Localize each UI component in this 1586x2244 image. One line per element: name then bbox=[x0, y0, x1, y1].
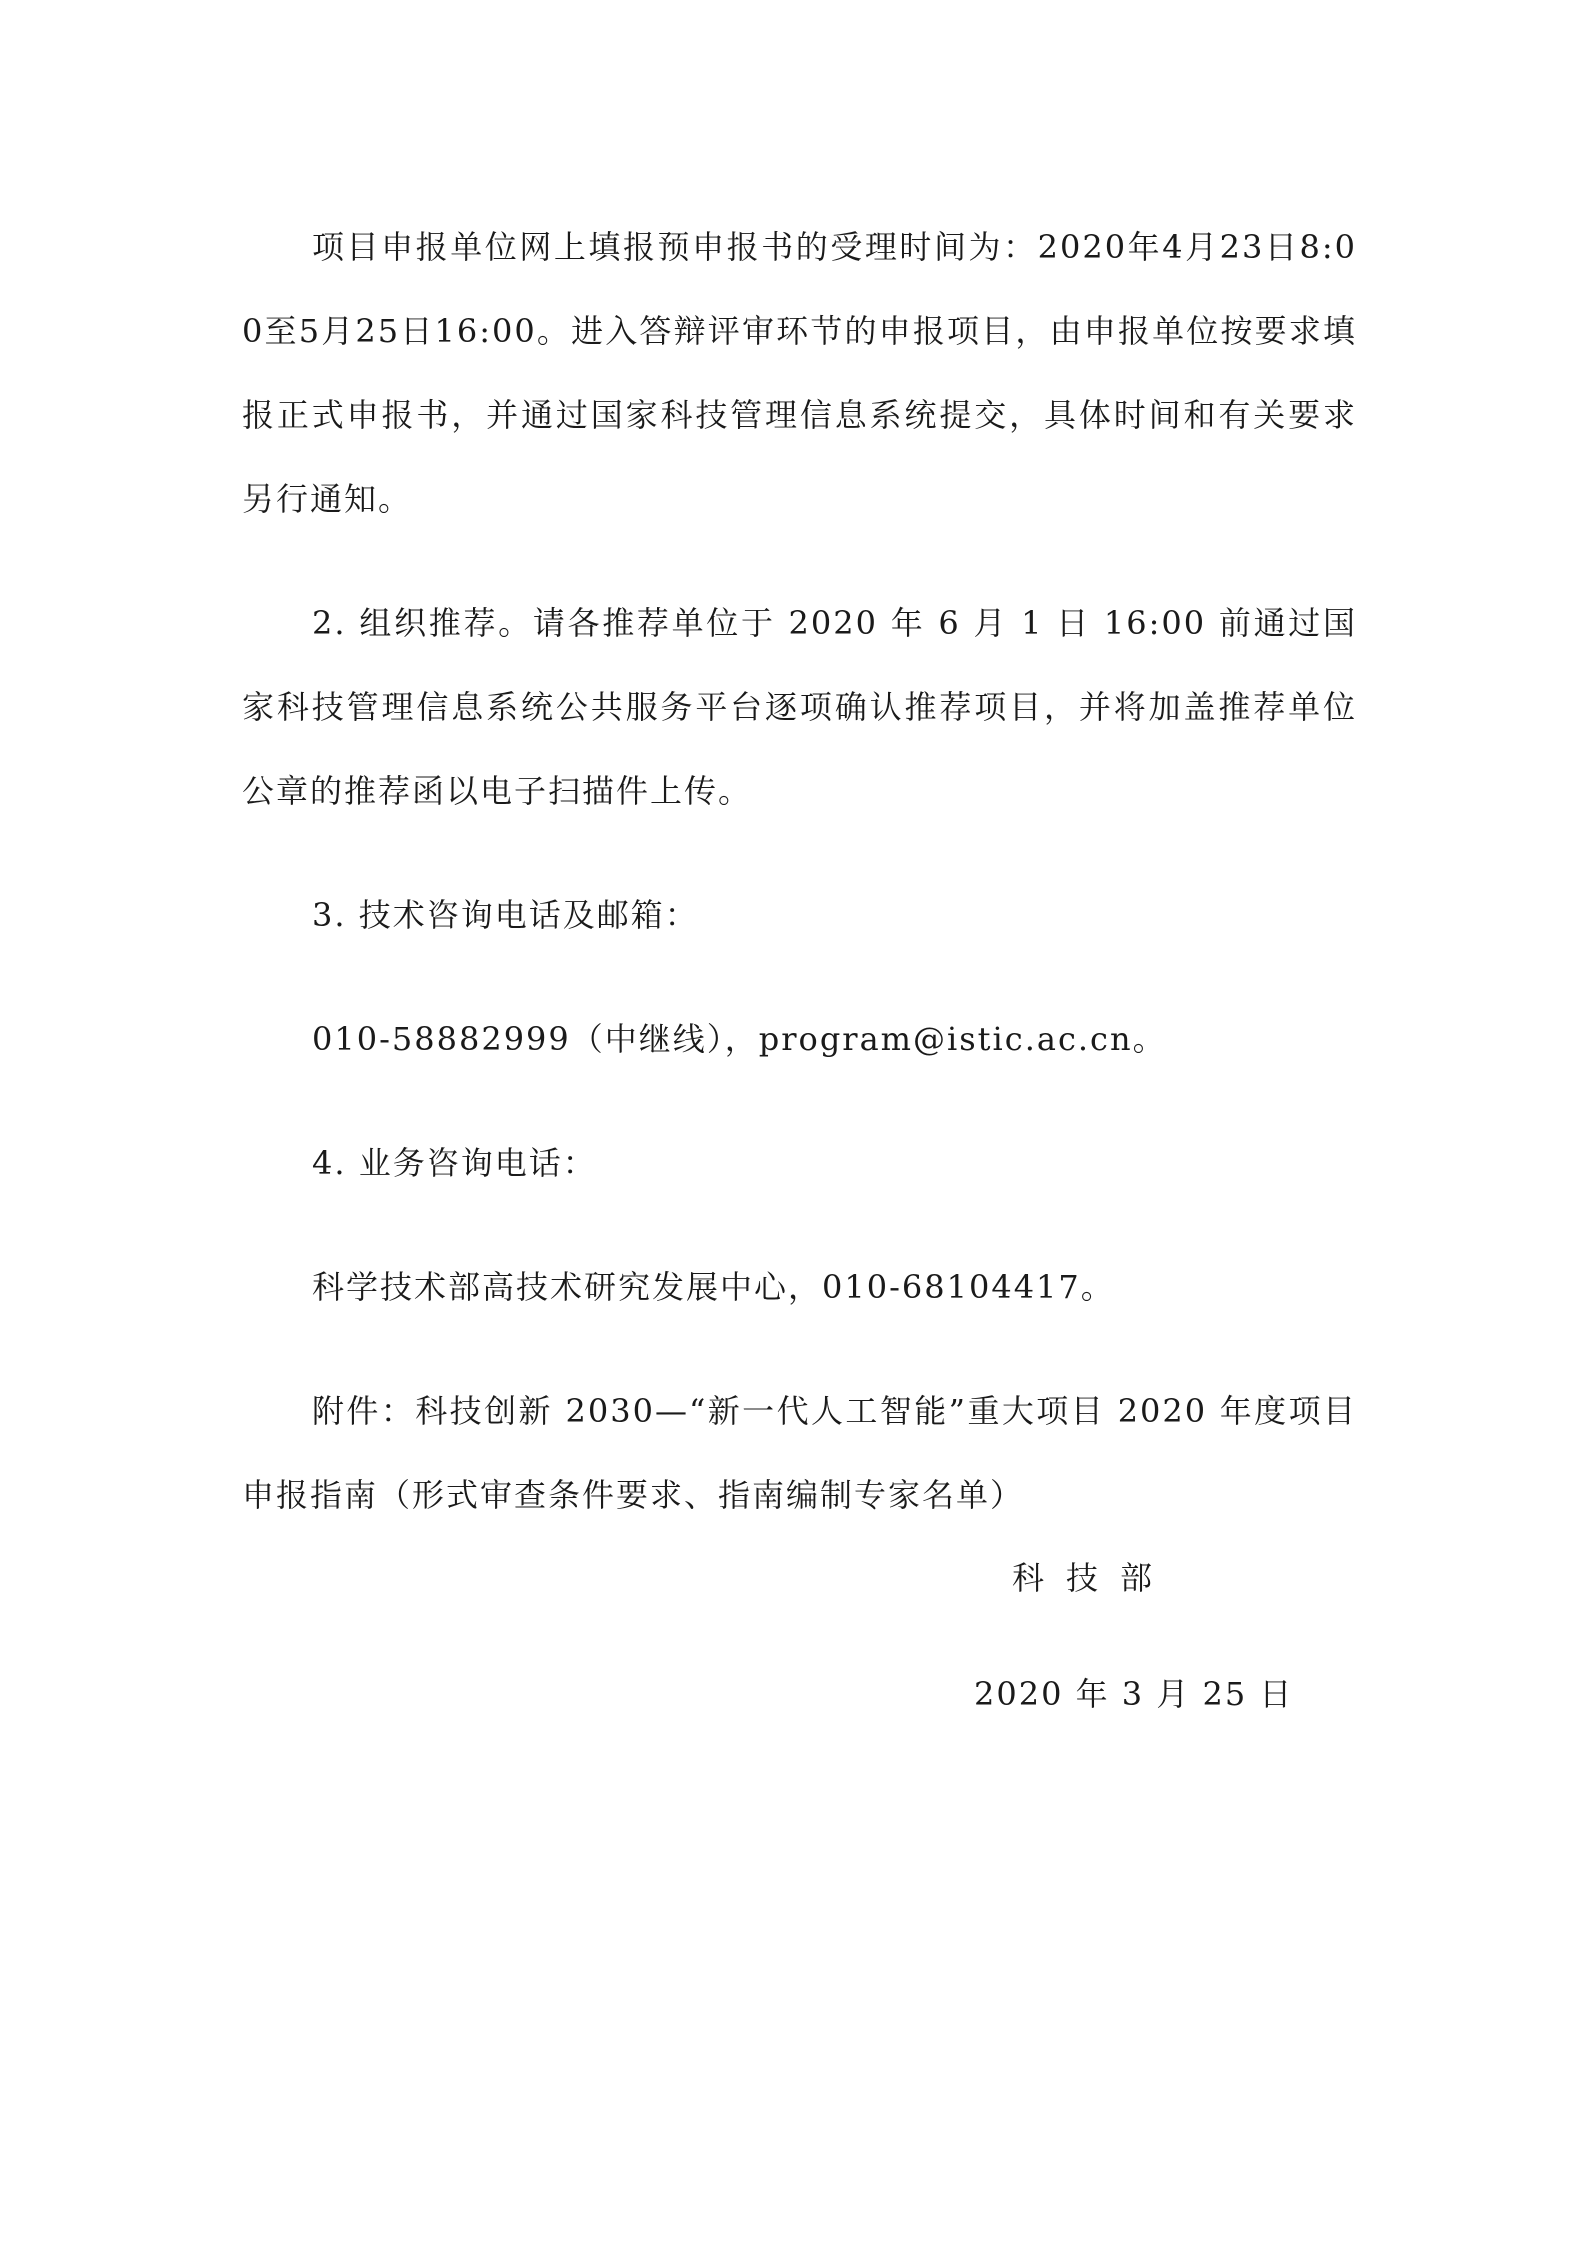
paragraph-attachment: 附件：科技创新 2030—“新一代人工智能”重大项目 2020 年度项目申报指南（形式审查条件要求、指南编制专家名单） bbox=[242, 1392, 1357, 1514]
paragraph-recommendation: 2. 组织推荐。请各推荐单位于 2020 年 6 月 1 日 16:00 前通过国家科技管理信息系统公共服务平台逐项确认推荐项目，并将加盖推荐单位公章的推荐函以电子扫描件上传。 bbox=[242, 604, 1357, 810]
paragraph-business-contact-details: 科学技术部高技术研究发展中心，010-68104417。 bbox=[312, 1268, 1115, 1306]
issue-date: 2020 年 3 月 25 日 bbox=[974, 1675, 1294, 1713]
paragraph-submission-time: 项目申报单位网上填报预申报书的受理时间为：2020年4月23日8:00至5月25日16:00。进入答辩评审环节的申报项目，由申报单位按要求填报正式申报书，并通过国家科技管理信息系统提交，具体时间和有关要求另行通知。 bbox=[242, 228, 1357, 518]
paragraph-tech-contact-details: 010-58882999（中继线），program@istic.ac.cn。 bbox=[312, 1020, 1167, 1058]
document-body bbox=[242, 205, 1357, 1537]
paragraph-business-contact-heading: 4. 业务咨询电话： bbox=[312, 1144, 597, 1182]
issuer-signature: 科技部 bbox=[1012, 1559, 1175, 1597]
paragraph-tech-contact-heading: 3. 技术咨询电话及邮箱： bbox=[312, 896, 699, 934]
